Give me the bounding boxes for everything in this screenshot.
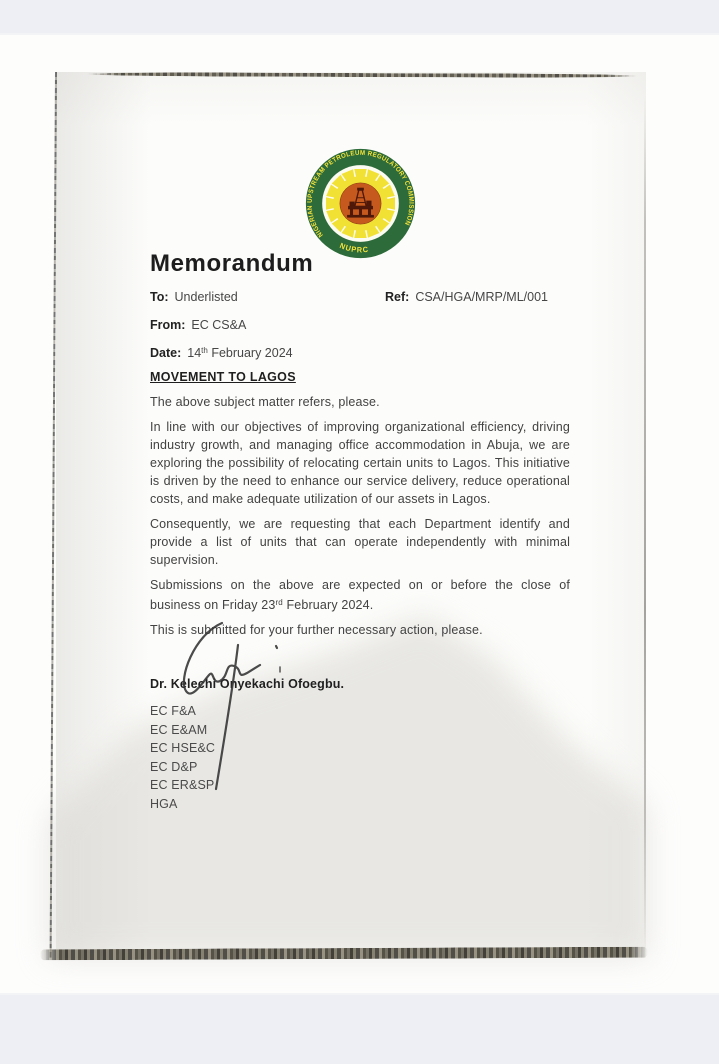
date-day: 14 xyxy=(187,346,202,360)
photo-bottom-band xyxy=(0,993,719,1064)
to-label: To: xyxy=(150,290,169,304)
date-field xyxy=(150,346,570,361)
signature-block xyxy=(150,675,570,814)
memo-header-fields xyxy=(150,290,570,374)
paragraph-closing: This is submitted for your further necessary action, please. xyxy=(150,623,483,637)
from-value: EC CS&A xyxy=(191,318,247,332)
deadline-ordinal: rd xyxy=(275,598,283,607)
date-rest: February 2024 xyxy=(207,346,293,360)
distribution-item: EC D&P xyxy=(150,759,198,774)
to-value: Underlisted xyxy=(174,290,238,304)
distribution-item: EC E&AM xyxy=(150,722,208,737)
logo-ring-text: NIGERIAN UPSTREAM PETROLEUM REGULATORY COMMISSION xyxy=(306,149,415,239)
photo-top-band xyxy=(0,0,719,35)
paper-edge-right xyxy=(644,95,646,951)
subject-line: MOVEMENT TO LAGOS xyxy=(150,370,296,384)
paragraph-request: Consequently, we are requesting that each Department identify and provide a list of units that can operate independently with minimal supervision. xyxy=(150,517,570,567)
paragraph-objectives: In line with our objectives of improving organizational efficiency, driving industry growth, and managing office accommodation in Abuja, we are exploring the possibility of relocating certain units to Lagos. This initiative is driven by the need to enhance our service delivery, reduce operational costs, and make adequate utilization of our assets in Lagos. xyxy=(150,420,570,506)
distribution-item: HGA xyxy=(150,796,178,811)
from-label: From: xyxy=(150,318,186,332)
memo-body xyxy=(150,368,570,814)
memo-title: Memorandum xyxy=(150,250,314,277)
date-ordinal: th xyxy=(201,346,208,355)
paragraph-deadline xyxy=(150,576,570,614)
from-field xyxy=(150,318,570,333)
deadline-rest: February 2024. xyxy=(282,598,374,612)
nuprc-logo-icon xyxy=(303,146,418,261)
ref-field xyxy=(385,290,548,304)
date-label: Date: xyxy=(150,346,182,360)
distribution-list xyxy=(150,702,570,814)
signatory-name: Dr. Kelechi Onyekachi Ofoegbu. xyxy=(150,677,345,691)
distribution-item: EC HSE&C xyxy=(150,741,216,756)
distribution-item: EC F&A xyxy=(150,704,197,718)
logo-acronym-text: NUPRC xyxy=(338,241,370,255)
distribution-item: EC ER&SP xyxy=(150,778,215,793)
deadline-text: Submissions on the above are expected on or before the close of business on Friday 23 xyxy=(150,578,570,612)
paragraph-refers: The above subject matter refers, please. xyxy=(150,395,380,409)
to-field xyxy=(150,290,570,305)
ref-value: CSA/HGA/MRP/ML/001 xyxy=(415,290,548,304)
paper-edge-bottom xyxy=(40,947,648,961)
ref-label: Ref: xyxy=(385,290,410,304)
